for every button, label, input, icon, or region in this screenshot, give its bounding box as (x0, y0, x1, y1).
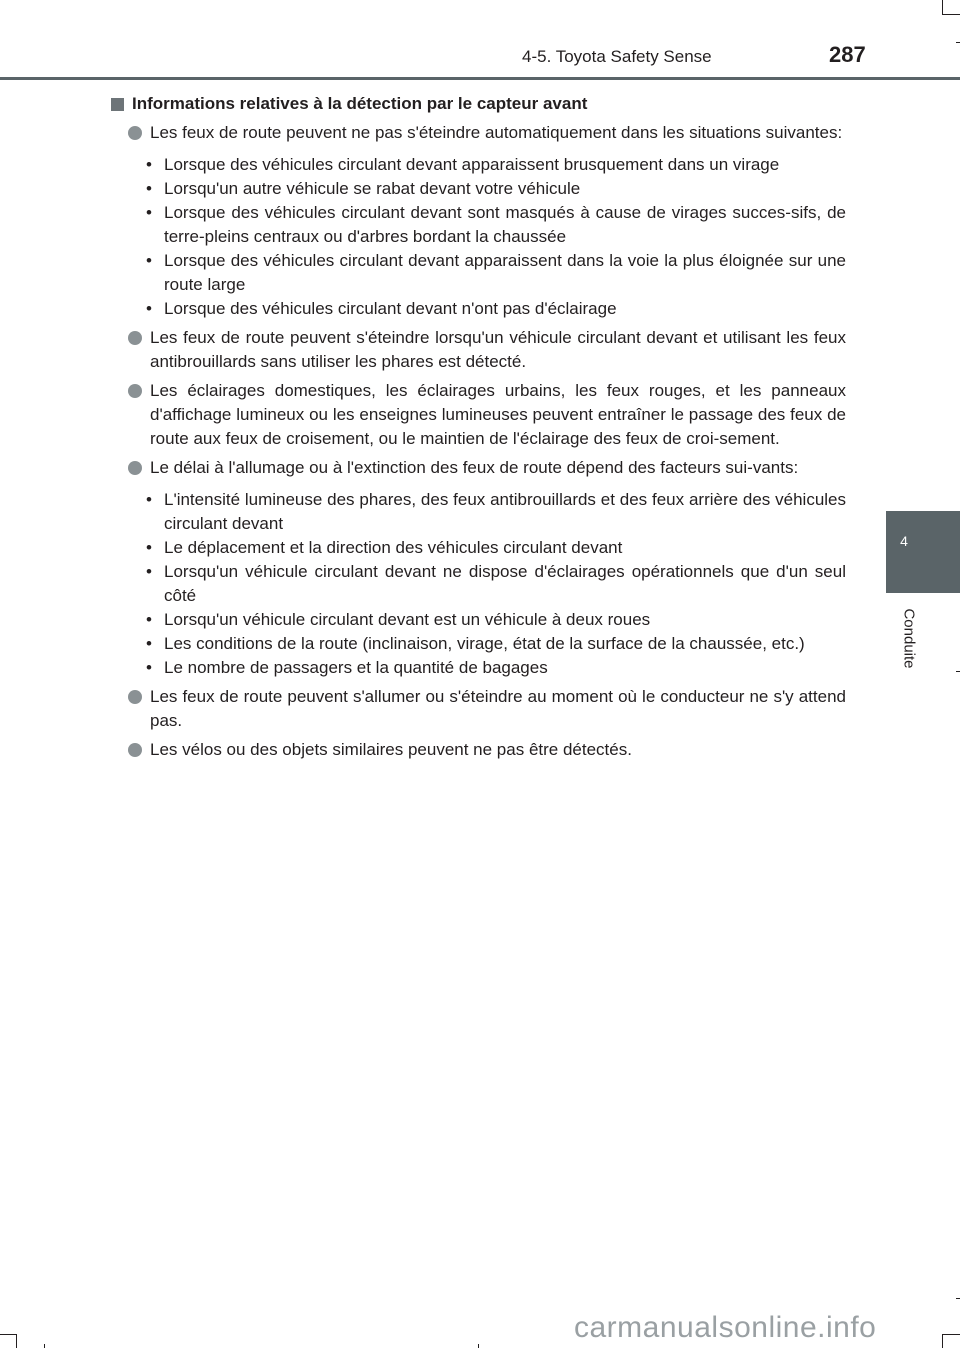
list-item (108, 738, 846, 762)
circle-bullet-icon (128, 690, 142, 704)
sub-list-item (146, 536, 846, 560)
dot-bullet-icon: • (146, 538, 152, 557)
sub-list-item (146, 488, 846, 536)
circle-bullet-icon (128, 384, 142, 398)
list-item-text: Les éclairages domestiques, les éclairages urbains, les feux rouges, et les panneaux d'affichage lumineux ou les enseignes lumineuses peuvent entraîner le passage des feux de route aux feux de croisement, ou le maintien de l'éclairage des feux de croi-sement. (150, 381, 846, 448)
sub-list-item (146, 656, 846, 680)
dot-bullet-icon: • (146, 179, 152, 198)
sub-list-item-text: Le déplacement et la direction des véhicules circulant devant (164, 538, 623, 557)
sub-list-item (146, 153, 846, 177)
section-title: 4-5. Toyota Safety Sense (522, 47, 712, 66)
crop-mark (956, 671, 960, 672)
sub-list-item-text: Lorsqu'un véhicule circulant devant est un véhicule à deux roues (164, 610, 651, 629)
circle-bullet-icon (128, 743, 142, 757)
page-number: 287 (829, 42, 866, 67)
dot-bullet-icon: • (146, 562, 152, 581)
dot-bullet-icon: • (146, 251, 152, 270)
list-item-text: Les feux de route peuvent s'éteindre lorsqu'un véhicule circulant devant et utilisant les feux antibrouillards sans utiliser les phares est détecté. (150, 328, 846, 371)
list-item (108, 121, 846, 145)
watermark: carmanualsonline.info (574, 1311, 877, 1344)
sub-list-item-text: Lorsqu'un autre véhicule se rabat devant votre véhicule (164, 179, 581, 198)
dot-bullet-icon: • (146, 490, 152, 509)
list-item-text: Le délai à l'allumage ou à l'extinction des feux de route dépend des facteurs sui-vants: (150, 458, 799, 477)
crop-mark (956, 1298, 960, 1299)
list-item (108, 326, 846, 374)
dot-bullet-icon: • (146, 658, 152, 677)
crop-mark (16, 1334, 17, 1348)
sub-list-item-text: Le nombre de passagers et la quantité de bagages (164, 658, 548, 677)
crop-mark (942, 1334, 960, 1335)
list-item-text: Les vélos ou des objets similaires peuvent ne pas être détectés. (150, 740, 632, 759)
main-content (108, 92, 846, 762)
crop-mark (478, 1344, 479, 1348)
circle-bullet-icon (128, 331, 142, 345)
sub-list-item (146, 608, 846, 632)
dot-bullet-icon: • (146, 203, 152, 222)
sub-list-item-text: Lorsque des véhicules circulant devant n'ont pas d'éclairage (164, 299, 617, 318)
list-item (108, 456, 846, 480)
sub-list (108, 488, 846, 680)
sub-list-item (146, 632, 846, 656)
dot-bullet-icon: • (146, 155, 152, 174)
circle-bullet-icon (128, 461, 142, 475)
sub-list-item-text: Lorsque des véhicules circulant devant apparaissent dans la voie la plus éloignée sur une route large (164, 251, 846, 294)
sub-list-item (146, 560, 846, 608)
sub-list-item (146, 297, 846, 321)
list-item-text: Les feux de route peuvent s'allumer ou s'éteindre au moment où le conducteur ne s'y attend pas. (150, 687, 846, 730)
chapter-tab[interactable] (886, 511, 960, 593)
crop-mark (942, 1334, 943, 1348)
bullet-list (108, 121, 846, 762)
crop-mark (956, 42, 960, 43)
crop-mark (942, 14, 960, 15)
list-item (108, 379, 846, 451)
section-heading (108, 92, 846, 116)
circle-bullet-icon (128, 126, 142, 140)
dot-bullet-icon: • (146, 299, 152, 318)
square-bullet-icon (111, 98, 124, 111)
dot-bullet-icon: • (146, 610, 152, 629)
list-item-text: Les feux de route peuvent ne pas s'éteindre automatiquement dans les situations suivantes: (150, 123, 843, 142)
crop-mark (44, 1344, 45, 1348)
sub-list-item-text: Les conditions de la route (inclinaison, virage, état de la surface de la chaussée, etc.) (164, 634, 805, 653)
sub-list-item-text: L'intensité lumineuse des phares, des feux antibrouillards et des feux arrière des véhicules circulant devant (164, 490, 846, 533)
chapter-label (896, 604, 916, 674)
list-item (108, 685, 846, 733)
sub-list-item-text: Lorsqu'un véhicule circulant devant ne dispose d'éclairages opérationnels que d'un seul côté (164, 562, 846, 605)
sub-list-item (146, 177, 846, 201)
sub-list (108, 153, 846, 321)
header-rule (0, 77, 960, 80)
sub-list-item-text: Lorsque des véhicules circulant devant sont masqués à cause de virages succes-sifs, de terre-pleins centraux ou d'arbres bordant la chaussée (164, 203, 846, 246)
sub-list-item (146, 249, 846, 297)
sub-list-item-text: Lorsque des véhicules circulant devant apparaissent brusquement dans un virage (164, 155, 780, 174)
crop-mark (0, 1334, 16, 1335)
chapter-label-text: Conduite (900, 608, 918, 669)
crop-mark (942, 0, 943, 14)
sub-list-item (146, 201, 846, 249)
dot-bullet-icon: • (146, 634, 152, 653)
heading-text: Informations relatives à la détection par le capteur avant (132, 94, 588, 113)
chapter-number: 4 (900, 533, 908, 549)
